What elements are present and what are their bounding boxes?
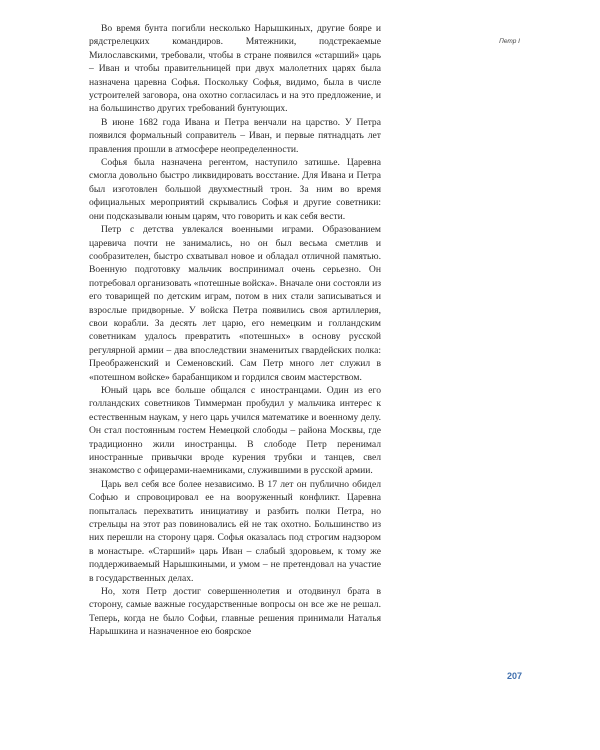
paragraph: Во время бунта погибли несколько Нарышкиных, другие бояре и рядстрелецких командиров. Мятежники, подстрекаемые Милославскими, требовали, чтобы в стране появился «старший» царь – Иван и чтобы правительницей при двух малолетних царях была назначена царевна Софья. Поскольку Софья, видимо, была в числе устроителей заговора, она охотно согласилась и на это предложение, и на большинство других требований бунтующих. [89,23,381,115]
paragraph: Юный царь все больше общался с иностранцами. Один из его голландских советников Тиммерман пробудил у мальчика интерес к естественным наукам, у него царь учился математике и военному делу. Он стал постоянным гостем Немецкой слободы – района Москвы, где традиционно жили иностранцы. В слободе Петр перенимал иностранные привычки вроде курения трубки и танцев, свел знакомство с офицерами-наемниками, служившими в русской армии. [89,384,381,477]
paragraph: В июне 1682 года Ивана и Петра венчали на царство. У Петра появился формальный соправитель – Иван, и первые пятнадцать лет правления прошли в атмосфере неопределенности. [89,116,381,155]
paragraph: Петр с детства увлекался военными играми. Образованием царевича почти не занимались, но он был весьма сметлив и сообразителен, быстро схватывал новое и обладал отличной памятью. Военную подготовку мальчик воспринимал очень серьезно. Он потребовал организовать «потешные войска». Вначале они состояли из его товарищей по детским играм, потом в них стали записываться и взрослые придворные. У войска Петра появились своя артиллерия, свои корабли. За десять лет царю, его немецким и голландским советникам удалось превратить «потешных» в основу русской регулярной армии – два впоследствии знаменитых гвардейских полка: Преображенский и Семеновский. Сам Петр много лет служил в «потешном войске» барабанщиком и гордился своим мастерством. [89,224,381,383]
paragraph: Царь вел себя все более независимо. В 17 лет он публично обидел Софью и спровоцировал ее на вооруженный конфликт. Царевна попыталась перехватить инициативу и разбить полки Петра, но стрельцы на этот раз повиновались ей не так охотно. Большинство из них перешли на сторону царя. Софья оказалась под строгим надзором в монастыре. «Старший» царь Иван – слабый здоровьем, к тому же поддерживаемый Нарышкиными, и умом – не претендовал на участие в государственных делах. [89,478,381,584]
paragraph: Но, хотя Петр достиг совершеннолетия и отодвинул брата в сторону, самые важные государственные вопросы он все же не решал. Теперь, когда не было Софьи, главные решения принимали Наталья Нарышкина и назначенное ею боярское [89,586,381,638]
running-head: Петр I [499,38,520,45]
page-number: 207 [506,671,522,681]
body-text [89,22,381,639]
paragraph: Софья была назначена регентом, наступило затишье. Царевна смогла довольно быстро ликвидировать восстание. Для Ивана и Петра был изготовлен большой двухместный трон. За ним во время официальных мероприятий скрывались Софья и другие советники: они подсказывали юным царям, что говорить и как себя вести. [89,157,381,222]
